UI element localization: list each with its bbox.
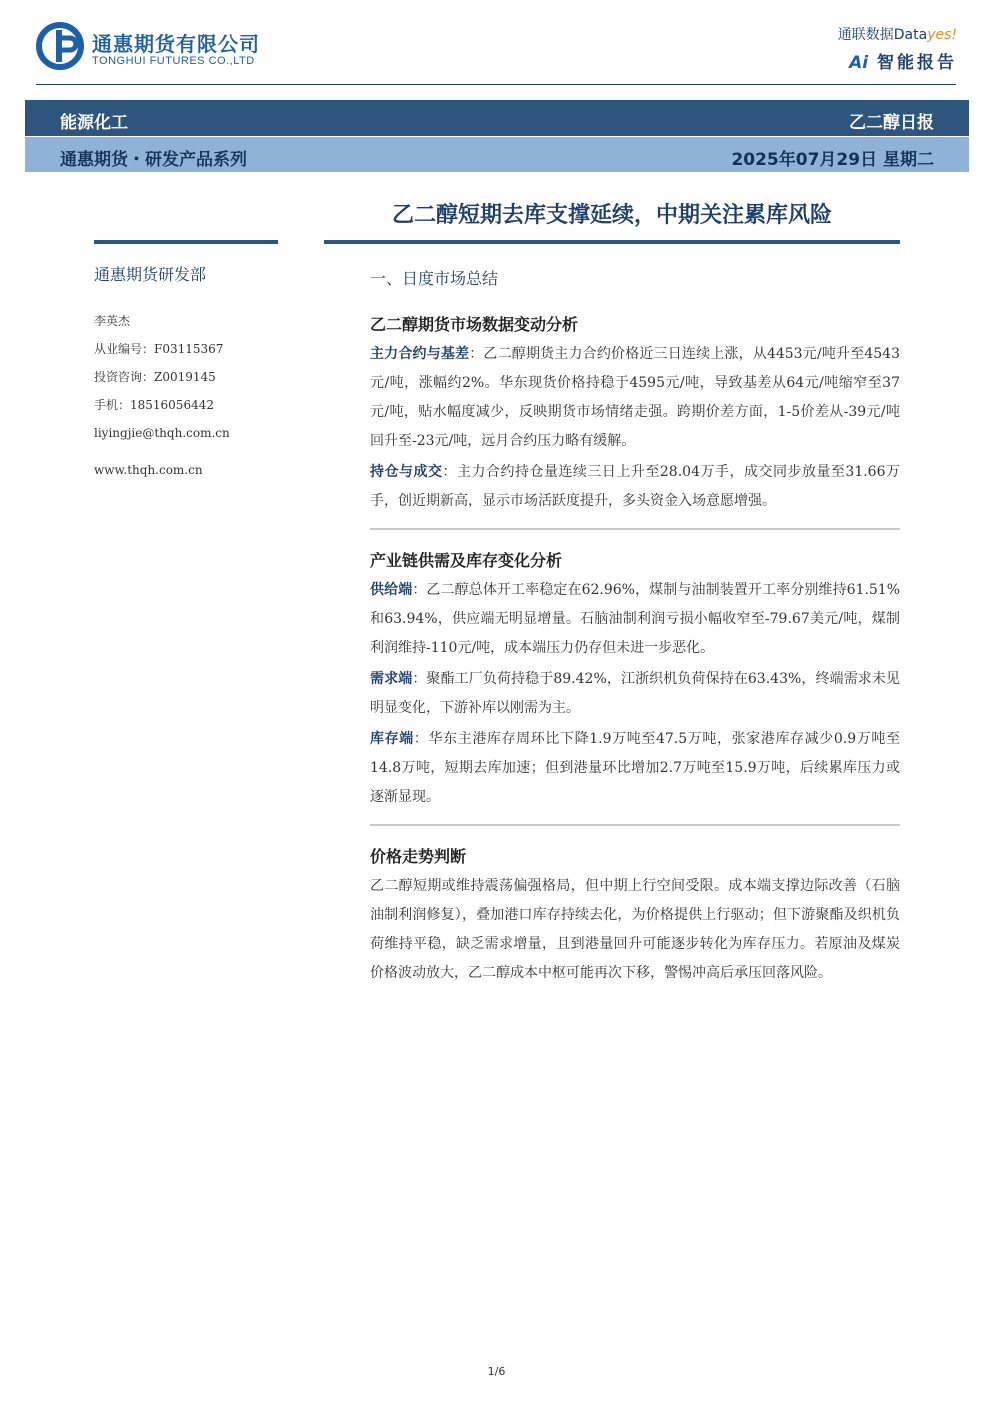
- paragraph-inventory: [370, 725, 900, 812]
- report-date: 2025年07月29日 星期二: [731, 150, 934, 170]
- subsection-heading-supply-chain: 产业链供需及库存变化分析: [370, 551, 563, 570]
- sidebar-rule: [94, 240, 278, 244]
- page-number: 1/6: [487, 1365, 506, 1378]
- ai-logo-icon: Ai: [849, 53, 869, 73]
- paragraph-lead: 主力合约与基差: [370, 346, 470, 362]
- paragraph-text: ：主力合约持仓量连续三日上升至28.04万手，成交同步放量至31.66万手，创近期新高，显示市场活跃度提升，多头资金入场意愿增强。: [370, 464, 900, 509]
- paragraph-contract-basis: [370, 340, 900, 456]
- subsection-heading-futures: 乙二醇期货市场数据变动分析: [370, 315, 579, 334]
- datayes-brand: [807, 24, 957, 74]
- section-divider: [370, 528, 900, 530]
- company-logo-icon: [36, 22, 84, 70]
- paragraph-lead: 需求端: [370, 671, 413, 687]
- brand-top-text: 通联数据Data: [837, 27, 928, 43]
- section-heading: 一、日度市场总结: [370, 269, 499, 288]
- analyst-name: 李英杰: [94, 314, 131, 328]
- company-logo: [36, 22, 276, 74]
- subsection-heading-price: 价格走势判断: [370, 847, 467, 866]
- category-label: 能源化工: [60, 113, 128, 133]
- paragraph-price-outlook: 乙二醇短期或维持震荡偏强格局，但中期上行空间受限。成本端支撑边际改善（石脑油制利润修复），叠加港口库存持续去化，为价格提供上行驱动；但下游聚酯及织机负荷维持平稳，缺乏需求增量，且到港量回升可能逐步转化为库存压力。若原油及煤炭价格波动放大，乙二醇成本中枢可能再次下移，警惕冲高后承压回落风险。: [370, 878, 900, 981]
- paragraph-text: ：乙二醇期货主力合约价格近三日连续上涨，从4453元/吨升至4543元/吨，涨幅约2%。华东现货价格持稳于4595元/吨，导致基差从64元/吨缩窄至37元/吨，贴水幅度减少，反映期货市场情绪走强。跨期价差方面，1-5价差从-39元/吨回升至-23元/吨，远月合约压力略有缓解。: [370, 346, 901, 449]
- paragraph-demand: [370, 665, 900, 723]
- consult-number: 投资咨询：Z0019145: [94, 370, 216, 384]
- title-rule: [324, 240, 900, 244]
- paragraph-lead: 持仓与成交: [370, 464, 443, 480]
- company-name-en: TONGHUI FUTURES CO.,LTD: [92, 55, 255, 67]
- series-band: [25, 137, 969, 172]
- department-name: 通惠期货研发部: [94, 265, 207, 284]
- brand-report-text: 智能报告: [877, 53, 957, 73]
- sidebar: [94, 262, 294, 477]
- paragraph-text: ：聚酯工厂负荷持稳于89.42%，江浙织机负荷保持在63.43%，终端需求未见明显变化，下游补库以刚需为主。: [370, 671, 901, 716]
- website-link[interactable]: www.thqh.com.cn: [94, 463, 203, 477]
- license-number: 从业编号：F03115367: [94, 342, 224, 356]
- report-type-label: 乙二醇日报: [849, 113, 934, 133]
- email-link[interactable]: liyingjie@thqh.com.cn: [94, 426, 230, 440]
- section-divider: [370, 824, 900, 826]
- paragraph-supply: [370, 576, 900, 663]
- paragraph-position-volume: [370, 458, 900, 516]
- report-title: 乙二醇短期去库支撑延续，中期关注累库风险: [391, 203, 832, 228]
- main-content: [370, 266, 900, 988]
- paragraph-text: ：华东主港库存周环比下降1.9万吨至47.5万吨，张家港库存减少0.9万吨至14.8万吨，短期去库加速；但到港量环比增加2.7万吨至15.9万吨，后续累库压力或逐渐显现。: [370, 731, 901, 805]
- brand-top-suffix: yes!: [927, 27, 957, 43]
- brand-top-line: [807, 24, 957, 44]
- company-name-cn: 通惠期货有限公司: [92, 32, 260, 56]
- paragraph-lead: 供给端: [370, 582, 413, 598]
- category-band: [25, 100, 969, 136]
- series-label: 通惠期货・研发产品系列: [60, 150, 247, 170]
- header-divider: [36, 84, 956, 85]
- paragraph-text: ：乙二醇总体开工率稳定在62.96%，煤制与油制装置开工率分别维持61.51%和63.94%，供应端无明显增量。石脑油制利润亏损小幅收窄至-79.67美元/吨，煤制利润维持-110元/吨，成本端压力仍存但未进一步恶化。: [370, 582, 901, 656]
- phone-number: 手机：18516056442: [94, 398, 214, 412]
- paragraph-lead: 库存端: [370, 731, 414, 747]
- brand-bottom-line: [807, 48, 957, 73]
